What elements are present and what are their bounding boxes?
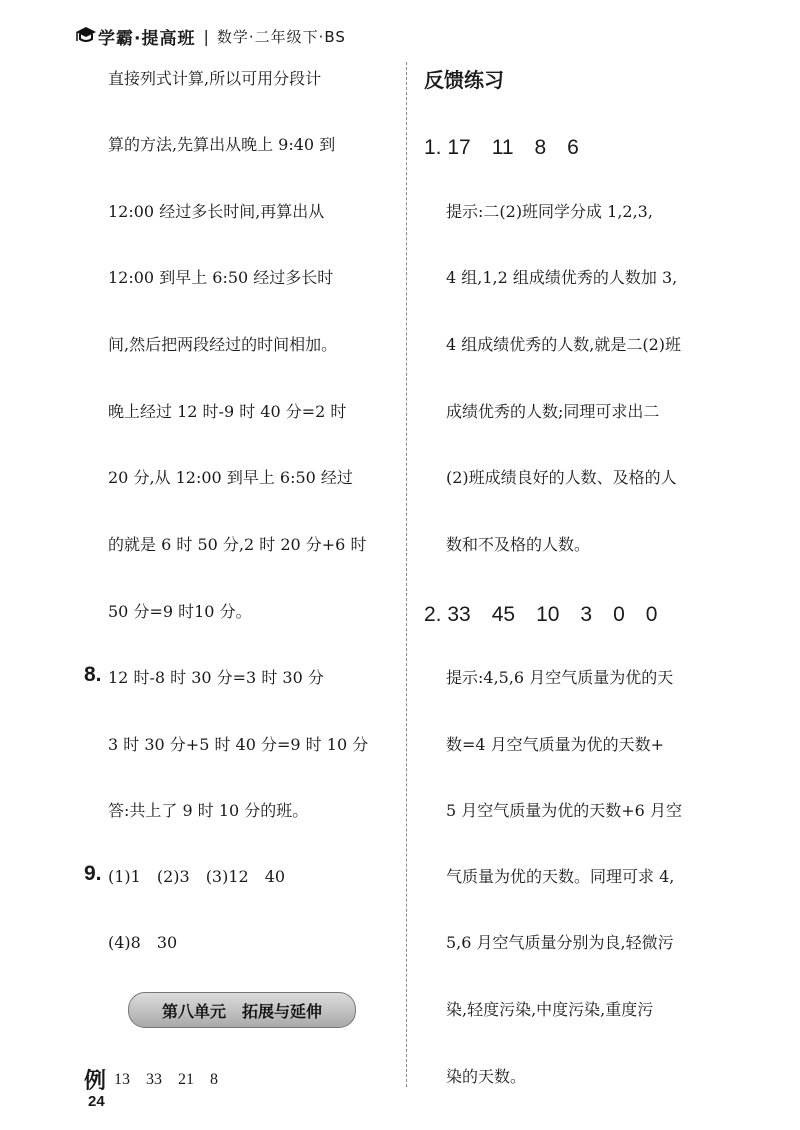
q1-hint-line: (2)班成绩良好的人数、及格的人 — [446, 468, 677, 487]
page-header — [74, 18, 346, 54]
question-number-8: 8. — [84, 663, 102, 686]
column-divider — [406, 62, 407, 1087]
header-separator: | — [203, 26, 209, 46]
q1-hint-line: 成绩优秀的人数;同理可求出二 — [446, 402, 660, 421]
q9-line: (4)8 30 — [108, 933, 178, 952]
q2-answer: 2. 33 45 10 3 0 0 — [424, 603, 658, 626]
text-line: 算的方法,先算出从晚上 9:40 到 — [108, 135, 336, 154]
graduation-cap-icon — [74, 23, 96, 49]
q8-line: 答:共上了 9 时 10 分的班。 — [108, 801, 309, 820]
section-title: 反馈练习 — [424, 68, 504, 92]
q9-line: (1)1 (2)3 (3)12 40 — [108, 867, 286, 886]
q2-hint-line: 气质量为优的天数。同理可求 4, — [446, 867, 675, 886]
text-line: 晚上经过 12 时-9 时 40 分=2 时 — [108, 402, 347, 421]
text-line: 12:00 经过多长时间,再算出从 — [108, 202, 325, 221]
example-label: 例 — [84, 1069, 107, 1094]
q8-line: 3 时 30 分+5 时 40 分=9 时 10 分 — [108, 735, 369, 754]
q2-hint-line: 染,轻度污染,中度污染,重度污 — [446, 1000, 654, 1019]
example-values: 13 33 21 8 — [114, 1071, 219, 1088]
q2-hint-line: 5,6 月空气质量分别为良,轻微污 — [446, 933, 674, 952]
q1-hint-line: 提示:二(2)班同学分成 1,2,3, — [446, 202, 653, 221]
brand-title: 学霸·提高班 — [98, 28, 196, 49]
text-line: 12:00 到早上 6:50 经过多长时 — [108, 268, 334, 287]
q8-line: 12 时-8 时 30 分=3 时 30 分 — [108, 668, 324, 687]
q1-hint-line: 4 组,1,2 组成绩优秀的人数加 3, — [446, 268, 678, 287]
text-line: 20 分,从 12:00 到早上 6:50 经过 — [108, 468, 353, 487]
q2-hint-line: 染的天数。 — [446, 1067, 527, 1086]
text-line: 直接列式计算,所以可用分段计 — [108, 69, 322, 88]
page-number: 24 — [88, 1093, 105, 1110]
unit-banner: 第八单元 拓展与延伸 — [128, 992, 356, 1028]
q2-hint-line: 提示:4,5,6 月空气质量为优的天 — [446, 668, 674, 687]
q1-answer: 1. 17 11 8 6 — [424, 136, 579, 159]
subject-label: 数学·二年级下·BS — [216, 27, 346, 46]
q2-hint-line: 数=4 月空气质量为优的天数+ — [446, 735, 665, 754]
text-line: 间,然后把两段经过的时间相加。 — [108, 335, 338, 354]
q2-hint-line: 5 月空气质量为优的天数+6 月空 — [446, 801, 682, 820]
text-line: 50 分=9 时10 分。 — [108, 602, 252, 621]
text-line: 的就是 6 时 50 分,2 时 20 分+6 时 — [108, 535, 367, 554]
q1-hint-line: 数和不及格的人数。 — [446, 535, 591, 554]
question-number-9: 9. — [84, 862, 102, 885]
q1-hint-line: 4 组成绩优秀的人数,就是二(2)班 — [446, 335, 682, 354]
